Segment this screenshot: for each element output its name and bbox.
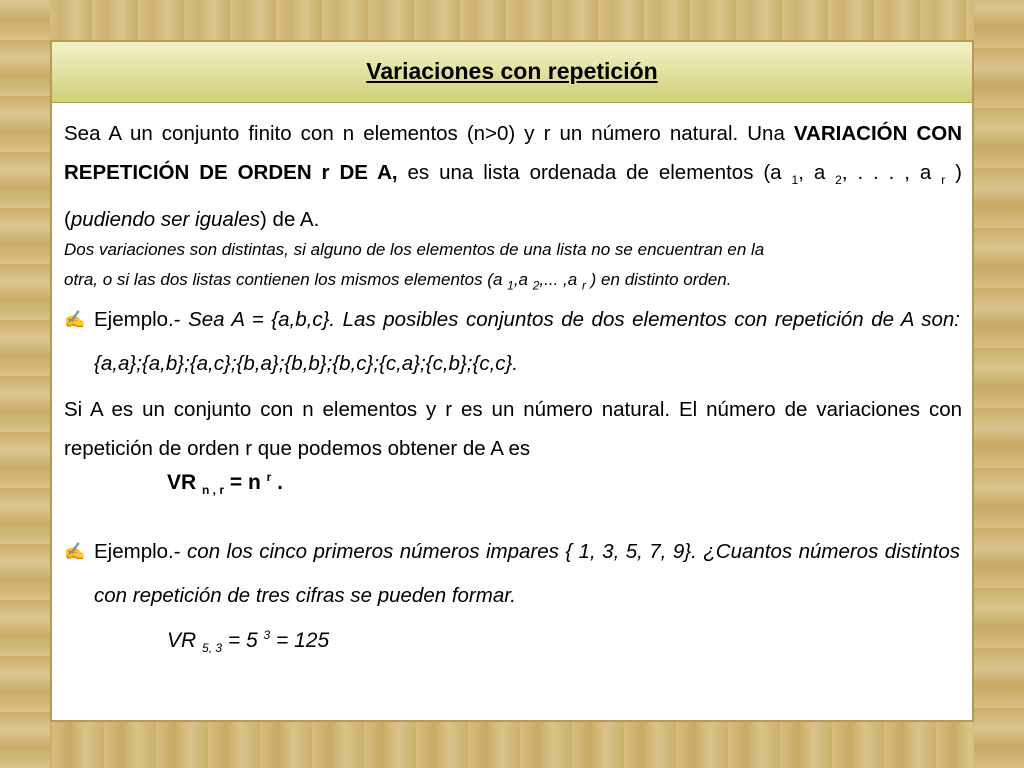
formula-part: = n xyxy=(224,471,267,494)
definition-emphasis: pudiendo ser iguales xyxy=(70,208,261,232)
wood-frame-top xyxy=(0,0,1024,40)
formula-part: = 125 xyxy=(270,629,330,652)
example-1 xyxy=(94,298,960,386)
count-paragraph: Si A es un conjunto con n elementos y r es un número natural. El número de variaciones con repetición de orden r que podemos obtener de A es xyxy=(64,398,962,460)
definition-text: ) de A. xyxy=(260,208,320,232)
subscript: 2 xyxy=(835,173,842,188)
formula-part: . xyxy=(271,471,283,494)
formula-part: VR xyxy=(167,471,203,494)
definition-paragraph xyxy=(64,114,962,239)
formula-subscript: 5, 3 xyxy=(202,641,223,656)
note-line-2 xyxy=(64,264,962,301)
formula-general xyxy=(167,470,283,497)
subscript: r xyxy=(581,278,586,293)
subscript: r xyxy=(941,173,946,188)
example-label: Ejemplo.- xyxy=(94,308,189,331)
formula-example xyxy=(167,628,329,655)
note-text: ,... ,a xyxy=(539,270,582,289)
example-text: con los cinco primeros números impares { 1, 3, 5, 7, 9}. ¿Cuantos números distintos con repetición de tres cifras se pueden formar. xyxy=(94,540,960,607)
definition-text: , a xyxy=(798,161,836,184)
formula-part: = 5 xyxy=(222,629,264,652)
example-text: Sea A = {a,b,c}. Las posibles conjuntos de dos elementos con repetición de A son: {a,a};{a,b};{a,c};{b,a};{b,b};{b,c};{c,a};{c,b};{c,c}. xyxy=(94,308,960,375)
writing-hand-icon: ✍ xyxy=(64,310,86,329)
definition-text: , . . . , a xyxy=(841,161,942,184)
writing-hand-icon: ✍ xyxy=(64,542,86,561)
definition-text: ) ( xyxy=(64,161,962,232)
subscript: 2 xyxy=(532,278,540,293)
slide-title: Variaciones con repetición xyxy=(366,58,658,84)
formula-superscript: r xyxy=(266,470,272,484)
example-2 xyxy=(94,530,960,618)
wood-frame-left xyxy=(0,0,50,768)
subscript: 1 xyxy=(507,278,514,293)
definition-text: es una lista ordenada de elementos (a xyxy=(397,161,792,184)
wood-frame-bottom xyxy=(0,722,1024,768)
note-text: ,a xyxy=(513,270,533,289)
example-label: Ejemplo.- xyxy=(94,540,188,563)
formula-superscript: 3 xyxy=(263,628,271,642)
wood-frame-right xyxy=(974,0,1024,768)
definition-text: Sea A un conjunto finito con n elementos (n>0) y r un número natural. Una xyxy=(64,122,794,145)
subscript: 1 xyxy=(791,173,799,188)
note-text: ) en distinto orden. xyxy=(585,270,732,289)
definition-term: VARIACIÓN CON REPETICIÓN DE ORDEN r DE A, xyxy=(64,122,962,184)
formula-subscript: n , r xyxy=(202,483,225,498)
note-line-1: Dos variaciones son distintas, si alguno de los elementos de una lista no se encuentran en la xyxy=(64,240,765,259)
note-text: otra, o si las dos listas contienen los mismos elementos (a xyxy=(64,270,508,289)
formula-part: VR xyxy=(167,629,203,652)
title-bar xyxy=(52,42,972,103)
